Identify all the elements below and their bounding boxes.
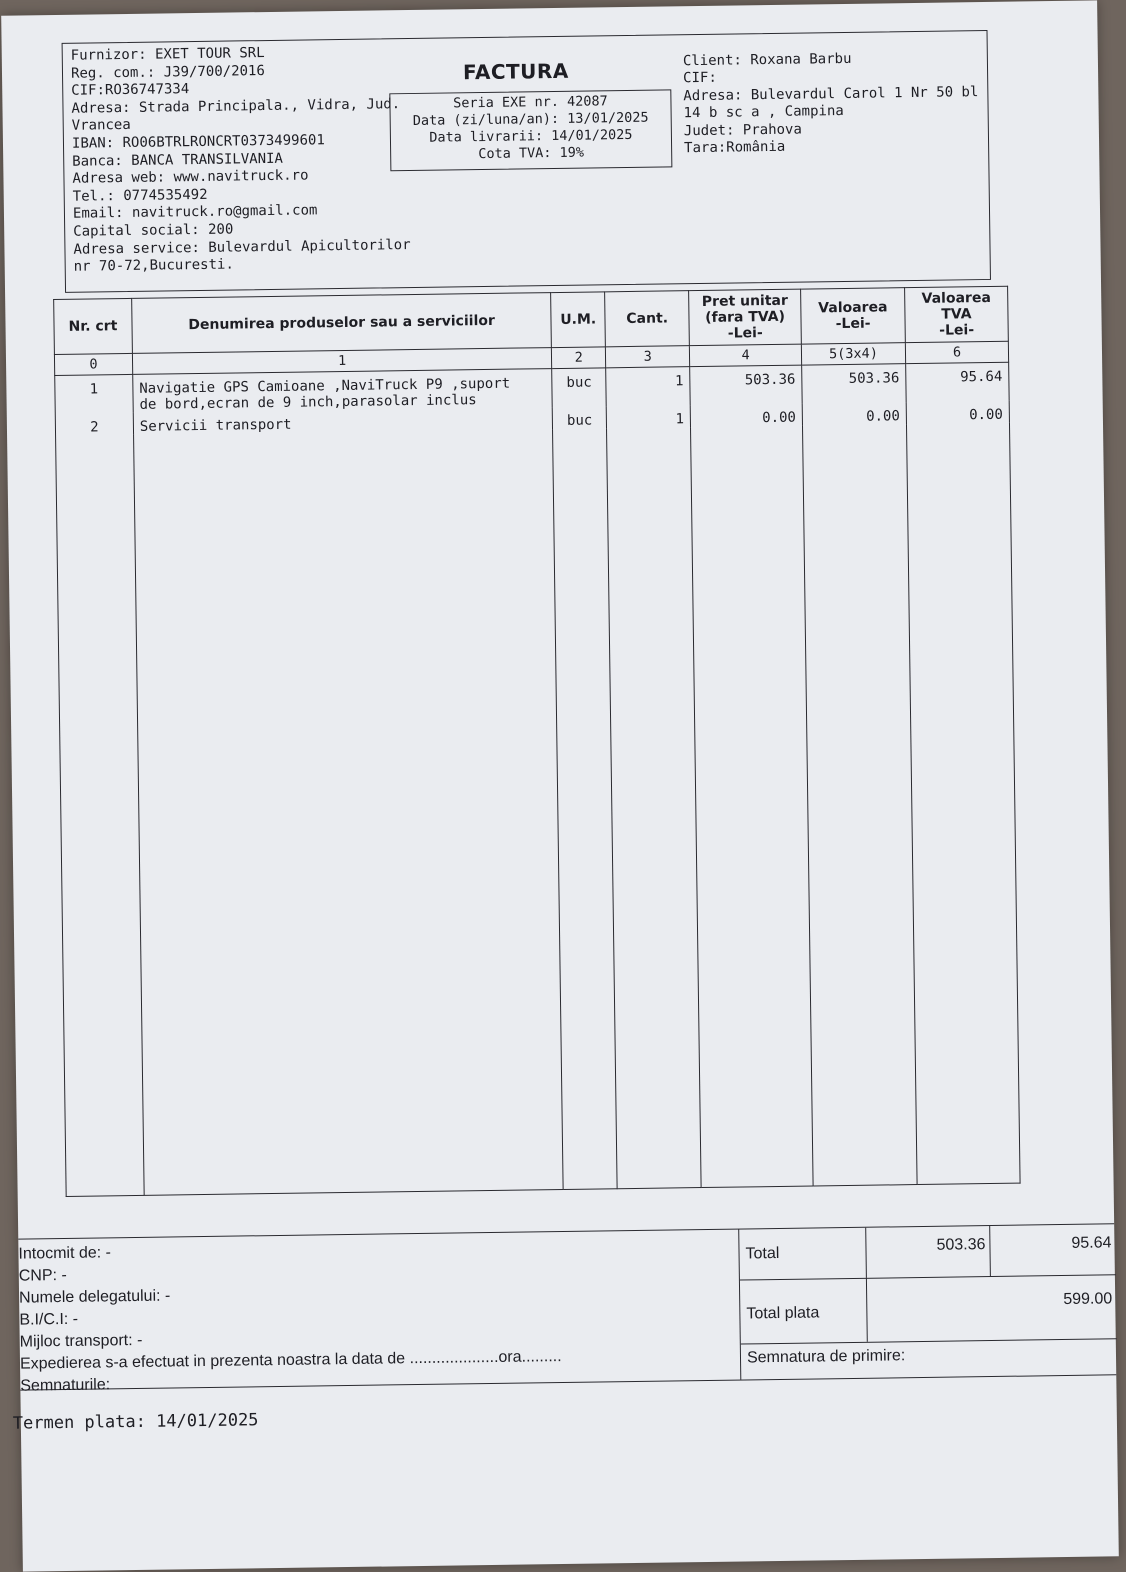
supplier-bank: Banca: BANCA TRANSILVANIA bbox=[72, 150, 284, 170]
supplier-tel: Tel.: 0774535492 bbox=[72, 186, 208, 205]
header-vat-line3: -Lei- bbox=[939, 322, 975, 339]
invoice-delivery-date: Data livrarii: 14/01/2025 bbox=[429, 126, 633, 146]
row-nr: 2 bbox=[55, 413, 133, 436]
column-number: 4 bbox=[690, 344, 802, 367]
id-card: B.I/C.I: - bbox=[19, 1310, 79, 1329]
header-value bbox=[801, 288, 906, 344]
totals-box bbox=[738, 1224, 1117, 1379]
total-pay-label: Total plata bbox=[746, 1304, 820, 1323]
invoice-title: FACTURA bbox=[462, 58, 569, 85]
client-address-line1: Adresa: Bulevardul Carol 1 Nr 50 bl bbox=[683, 83, 979, 105]
row-price: 0.00 bbox=[690, 404, 802, 428]
header-vat-line2: TVA bbox=[941, 306, 972, 323]
client-address-line2: 14 b sc a , Campina bbox=[683, 103, 844, 122]
column-number: 6 bbox=[905, 341, 1008, 363]
header-value-line2: -Lei- bbox=[835, 315, 871, 333]
invoice-footer bbox=[18, 1223, 1116, 1395]
column-number: 1 bbox=[132, 348, 552, 375]
header-price-line3: -Lei- bbox=[727, 325, 763, 342]
shipment-statement: Expedierea s-a efectuat in prezenta noastra la data de ....................ora......... bbox=[19, 1348, 562, 1373]
total-label: Total bbox=[745, 1244, 780, 1263]
supplier-iban: IBAN: RO06BTRLRONCRT0373499601 bbox=[71, 132, 325, 152]
cnp: CNP: - bbox=[18, 1266, 67, 1285]
header-vat-line1: Valoarea bbox=[921, 289, 991, 307]
client-block bbox=[683, 49, 984, 158]
client-country: Tara:România bbox=[683, 138, 786, 157]
header-qty: Cant. bbox=[605, 291, 690, 347]
signatures-label: Semnaturile: bbox=[20, 1376, 111, 1395]
column-number: 3 bbox=[606, 346, 690, 368]
total-value: 503.36 bbox=[936, 1236, 986, 1254]
total-divider bbox=[989, 1226, 991, 1276]
client-county: Judet: Prahova bbox=[683, 121, 802, 139]
table-empty-space bbox=[56, 423, 1021, 1197]
row-description-line1: Navigatie GPS Camioane ,NaviTruck P9 ,suport bbox=[139, 375, 511, 397]
row-description: Servicii transport bbox=[133, 407, 553, 435]
payment-terms: Termen plata: 14/01/2025 bbox=[12, 1410, 259, 1434]
supplier-block bbox=[70, 43, 411, 276]
header-value-line1: Valoarea bbox=[818, 299, 888, 317]
header-um: U.M. bbox=[551, 292, 606, 348]
supplier-capital: Capital social: 200 bbox=[73, 221, 234, 240]
total-pay-row bbox=[740, 1274, 1117, 1344]
invoice-date: Data (zi/luna/an): 13/01/2025 bbox=[412, 109, 649, 129]
header-name: Denumirea produselor sau a serviciilor bbox=[132, 293, 552, 354]
supplier-service-line2: nr 70-72,Bucuresti. bbox=[73, 256, 234, 275]
delivery-info bbox=[18, 1234, 740, 1398]
column-number: 0 bbox=[54, 353, 132, 375]
row-price: 503.36 bbox=[690, 365, 802, 405]
header-price bbox=[689, 289, 802, 346]
row-qty: 1 bbox=[606, 367, 690, 407]
total-row bbox=[739, 1224, 1116, 1280]
row-nr: 1 bbox=[55, 374, 133, 414]
row-um: buc bbox=[552, 368, 607, 407]
invoice-series: Seria EXE nr. 42087 bbox=[453, 93, 608, 112]
transport-means: Mijloc transport: - bbox=[19, 1331, 143, 1351]
supplier-cif: CIF:RO36747334 bbox=[71, 81, 190, 99]
total-pay-value: 599.00 bbox=[1063, 1290, 1113, 1309]
delegate-name: Numele delegatului: - bbox=[18, 1287, 171, 1307]
supplier-web: Adresa web: www.navitruck.ro bbox=[72, 167, 309, 187]
supplier-service-line1: Adresa service: Bulevardul Apicultorilor bbox=[73, 236, 411, 258]
column-number: 2 bbox=[552, 347, 606, 369]
client-name: Client: Roxana Barbu bbox=[682, 50, 852, 70]
supplier-reg: Reg. com.: J39/700/2016 bbox=[70, 62, 265, 82]
header-vat bbox=[905, 286, 1009, 342]
row-um: buc bbox=[552, 406, 606, 429]
row-description-line2: de bord,ecran de 9 inch,parasolar inclus bbox=[139, 392, 477, 413]
supplier-name: Furnizor: EXET TOUR SRL bbox=[70, 45, 265, 64]
invoice-header bbox=[62, 30, 991, 293]
header-price-line1: Pret unitar bbox=[701, 292, 788, 310]
header-price-line2: (fara TVA) bbox=[705, 308, 786, 326]
invoice-vat-rate: Cota TVA: 19% bbox=[478, 144, 585, 163]
supplier-address-line1: Adresa: Strada Principala., Vidra, Jud. bbox=[71, 95, 401, 117]
total-pay-divider bbox=[866, 1278, 868, 1342]
total-vat: 95.64 bbox=[1071, 1234, 1112, 1252]
row-vat: 0.00 bbox=[906, 401, 1009, 424]
client-cif: CIF: bbox=[683, 70, 717, 87]
receipt-signature-row bbox=[741, 1338, 1117, 1379]
row-value: 0.00 bbox=[802, 402, 906, 425]
header-nr: Nr. crt bbox=[54, 298, 133, 354]
column-number: 5(3x4) bbox=[801, 343, 905, 365]
row-value: 503.36 bbox=[802, 364, 906, 404]
row-description bbox=[133, 369, 553, 413]
prepared-by: Intocmit de: - bbox=[18, 1244, 112, 1263]
supplier-address-line2: Vrancea bbox=[71, 117, 131, 135]
invoice-series-box bbox=[389, 89, 672, 171]
invoice-paper bbox=[1, 0, 1119, 1571]
row-vat: 95.64 bbox=[906, 362, 1010, 402]
items-table bbox=[53, 286, 1020, 1197]
row-qty: 1 bbox=[606, 405, 690, 428]
receipt-signature-label: Semnatura de primire: bbox=[746, 1347, 906, 1367]
supplier-email: Email: navitruck.ro@gmail.com bbox=[72, 202, 318, 223]
total-divider bbox=[865, 1228, 867, 1278]
